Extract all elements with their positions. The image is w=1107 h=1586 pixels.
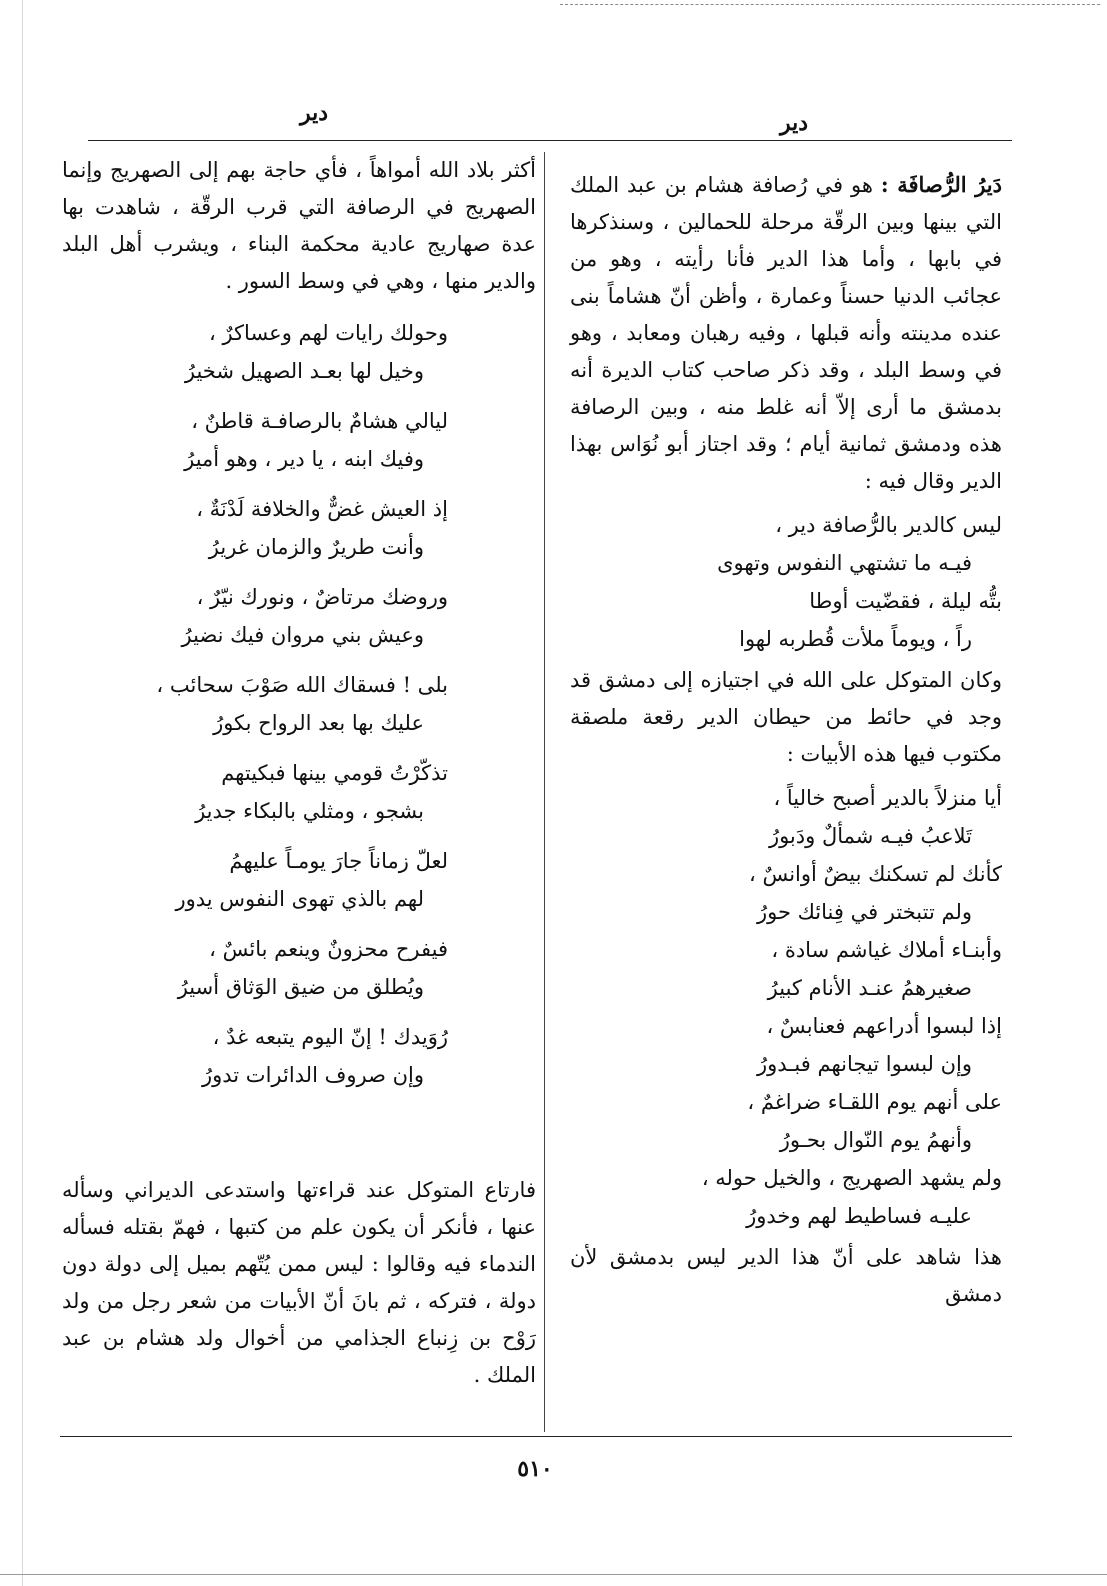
verse-block bbox=[570, 506, 1002, 658]
verse-second-hemistich: وإن صروف الدائرات تدورُ bbox=[201, 1063, 424, 1087]
footer-rule bbox=[60, 1436, 1012, 1437]
top-scan-rule bbox=[560, 4, 1100, 5]
paragraph-witness: هذا شاهد على أنّ هذا الدير ليس بدمشق لأن دمشق bbox=[570, 1245, 1002, 1306]
left-column bbox=[62, 152, 536, 1106]
entry-term: دَيرُ الرُّصافَة : bbox=[880, 172, 1003, 197]
verse-block bbox=[62, 754, 536, 830]
running-head-right: دير bbox=[780, 110, 809, 136]
verse-second-hemistich: وأنهمُ يوم النّوال بحـورُ bbox=[779, 1128, 972, 1152]
verse-second-hemistich: لهم بالذي تهوى النفوس يدور bbox=[175, 887, 424, 911]
verse-first-hemistich: إذا لبسوا أدراعهم فعنابسٌ ، bbox=[766, 1014, 1002, 1038]
verse-first-hemistich: إذ العيش غضٌّ والخلافة لَدْنَةٌ ، bbox=[196, 497, 448, 521]
paragraph-mutawakkil: وكان المتوكل على الله في اجتيازه إلى دمشق قد وجد في حائط من حيطان الدير رقعة ملصقة مكتوب فيها هذه الأبيات : bbox=[570, 668, 1002, 766]
verse-first-hemistich: وحولك رايات لهم وعساكرٌ ، bbox=[209, 321, 448, 345]
verse-second-hemistich: فيـه ما تشتهي النفوس وتهوى bbox=[717, 551, 972, 575]
page-number: ٥١٠ bbox=[517, 1456, 553, 1482]
verse-block bbox=[62, 842, 536, 918]
verse-first-hemistich: لعلّ زماناً جارَ يومـاً عليهمُ bbox=[229, 849, 448, 873]
verse-block bbox=[62, 402, 536, 478]
verse-first-hemistich: بلى ! فسقاك الله صَوْبَ سحائب ، bbox=[156, 673, 448, 697]
verse-first-hemistich: أيا منزلاً بالدير أصبح خالياً ، bbox=[773, 786, 1002, 810]
verse-block bbox=[62, 666, 536, 742]
verse-first-hemistich: كأنك لم تسكنك بيضٌ أوانسٌ ، bbox=[748, 862, 1002, 886]
verse-first-hemistich: بتُّه ليلة ، فقضّيت أوطا bbox=[809, 589, 1002, 613]
verse-first-hemistich: وروضك مرتاضٌ ، ونورك نيّرٌ ، bbox=[196, 585, 448, 609]
verse-first-hemistich: وأبنـاء أملاك غياشم سادة ، bbox=[771, 938, 1002, 962]
right-column bbox=[570, 166, 1002, 1313]
verse-second-hemistich: ويُطلق من ضيق الوَثاق أسيرُ bbox=[177, 975, 424, 999]
running-head-left: دير bbox=[300, 100, 329, 126]
verse-second-hemistich: وفيك ابنه ، يا دير ، وهو أميرُ bbox=[184, 447, 424, 471]
header-rule bbox=[88, 140, 1012, 141]
verse-block bbox=[62, 578, 536, 654]
verse-second-hemistich: بشجو ، ومثلي بالبكاء جديرُ bbox=[195, 799, 424, 823]
verse-first-hemistich: رُوَيدك ! إنّ اليوم يتبعه غدٌ ، bbox=[212, 1025, 448, 1049]
verse-second-hemistich: وعيش بني مروان فيك نضيرُ bbox=[181, 623, 424, 647]
scan-edge-line bbox=[22, 0, 23, 1586]
verse-second-hemistich: صغيرهمُ عنـد الأنام كبيرُ bbox=[767, 976, 972, 1000]
paragraph-outcome: فارتاع المتوكل عند قراءتها واستدعى الديراني وسأله عنها ، فأنكر أن يكون علم من كتبها ، فهمّ بقتله فسأله الندماء فيه وقالوا : ليس ممن يُتّهم بميل إلى دولة دون دولة ، فتركه ، ثم بانَ أنّ الأبيات من شعر رجل من ولد رَوْح بن زِنباع الجذامي من أخوال ولد هشام بن عبد الملك . bbox=[62, 1178, 536, 1387]
entry-intro-paragraph bbox=[570, 166, 1002, 500]
verse-first-hemistich: ليالي هشامٌ بالرصافـة قاطنٌ ، bbox=[191, 409, 448, 433]
bottom-scan-rule bbox=[0, 1574, 1107, 1575]
verse-block bbox=[62, 490, 536, 566]
verse-block bbox=[62, 1018, 536, 1094]
verse-first-hemistich: ولم يشهد الصهريج ، والخيل حوله ، bbox=[701, 1166, 1002, 1190]
verse-second-hemistich: وإن لبسوا تيجانهم فبـدورُ bbox=[756, 1052, 972, 1076]
verse-block bbox=[62, 314, 536, 390]
verse-second-hemistich: عليك بها بعد الرواح بكورُ bbox=[213, 711, 424, 735]
verse-first-hemistich: على أنهم يوم اللقـاء ضراغمٌ ، bbox=[747, 1090, 1002, 1114]
entry-intro-text: هو في رُصافة هشام بن عبد الملك التي بينها وبين الرقّة مرحلة للحمالين ، وسنذكرها في بابها ، وأما هذا الدير فأنا رأيته ، وهو من عجائب الدنيا حسناً وعمارة ، وأظن أنّ هشاماً بنى عنده مدينته وأنه قبلها ، وفيه رهبان ومعابد ، وهو في وسط البلد ، وقد ذكر صاحب كتاب الديرة أنه بدمشق ما أرى إلاّ أنه غلط منه ، وبين الرصافة هذه ودمشق ثمانية أيام ؛ وقد اجتاز أبو نُوَاس بهذا الدير وقال فيه : bbox=[570, 173, 1002, 493]
paragraph-continuation: أكثر بلاد الله أمواهاً ، فأي حاجة بهم إلى الصهريج وإنما الصهريج في الرصافة التي قرب الرقّة ، شاهدت بها عدة صهاريج عادية محكمة البناء ، ويشرب أهل البلد والدير منها ، وهي في وسط السور . bbox=[62, 158, 536, 293]
verse-block bbox=[62, 930, 536, 1006]
verse-second-hemistich: وخيل لها بعـد الصهيل شخيرُ bbox=[184, 359, 424, 383]
verse-second-hemistich: راً ، ويوماً ملأت قُطربه لهوا bbox=[739, 627, 972, 651]
verse-second-hemistich: تَلاعبُ فيـه شمألٌ ودَبورُ bbox=[768, 824, 972, 848]
column-divider bbox=[544, 152, 545, 1432]
verse-block bbox=[570, 779, 1002, 1235]
verse-first-hemistich: ليس كالدير بالرُّصافة دير ، bbox=[775, 513, 1002, 537]
left-column-final-paragraph bbox=[62, 1172, 536, 1394]
verse-second-hemistich: ولم تتبختر في فِنائك حورُ bbox=[756, 900, 972, 924]
verse-first-hemistich: فيفرح محزونٌ وينعم بائسٌ ، bbox=[209, 937, 448, 961]
verse-second-hemistich: وأنت طريرٌ والزمان غريرُ bbox=[208, 535, 424, 559]
verse-second-hemistich: عليـه فساطيط لهم وخدورُ bbox=[746, 1204, 972, 1228]
verse-first-hemistich: تذكّرْتُ قومي بينها فبكيتهم bbox=[221, 761, 448, 785]
